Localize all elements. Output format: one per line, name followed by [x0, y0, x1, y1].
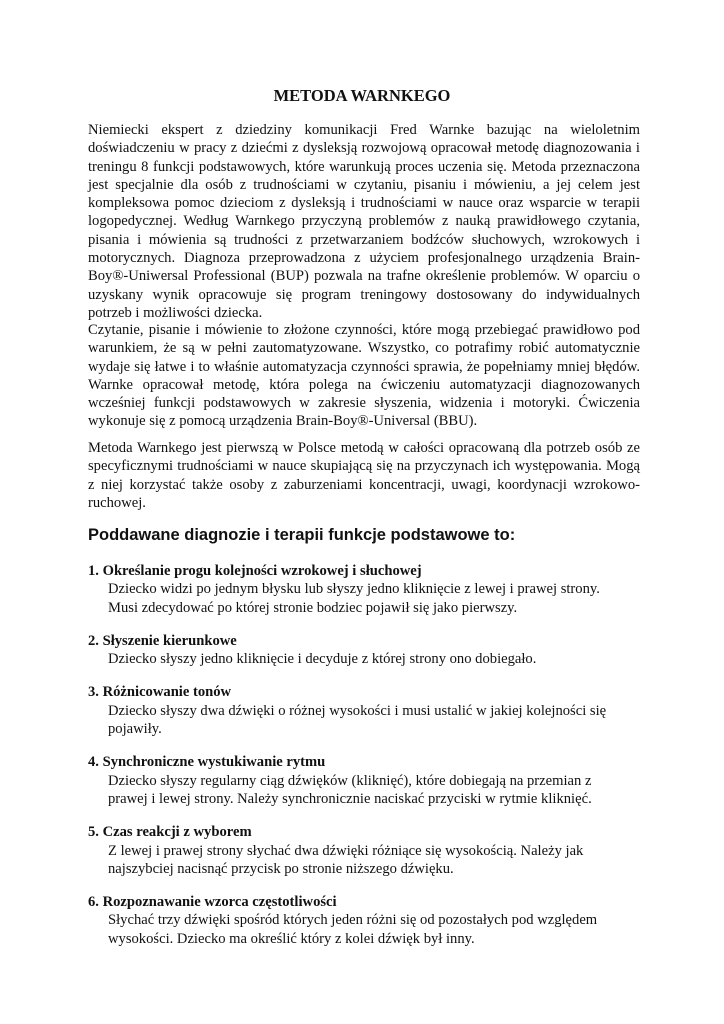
- automation-paragraph: Czytanie, pisanie i mówienie to złożone czynności, które mogą przebiegać prawidłowo pod warunkiem, że są w pełni zautomatyzowane. Wszystko, co potrafimy robić automatycznie wydaje się łatwe i to właśnie automatyzacja czynności sprawia, że popełniamy mniej błędów. Warnke opracował metodę, która polega na ćwiczeniu automatyzacji diagnozowanych wcześniej funkcji podstawowych w zakresie słyszenia, widzenia i motoryki. Ćwiczenia wykonuje się z pomocą urządzenia Brain-Boy®-Universal (BBU).: [88, 322, 640, 430]
- function-item: [88, 683, 648, 738]
- function-item: [88, 893, 648, 948]
- functions-heading: Poddawane diagnozie i terapii funkcje podstawowe to:: [88, 526, 516, 544]
- function-item: [88, 562, 648, 617]
- function-desc-line: Musi zdecydować po której stronie bodziec pojawił się jako pierwszy.: [108, 599, 518, 616]
- function-desc-line: Dziecko słyszy regularny ciąg dźwięków (kliknięć), które dobiegają na przemian z: [108, 772, 592, 789]
- function-desc-line: pojawiły.: [108, 721, 162, 738]
- function-desc-line: Dziecko widzi po jednym błysku lub słyszy jedno kliknięcie z lewej i prawej strony.: [108, 581, 600, 598]
- function-title: 3. Różnicowanie tonów: [88, 684, 232, 701]
- function-title: 4. Synchroniczne wystukiwanie rytmu: [88, 754, 326, 771]
- function-title: 5. Czas reakcji z wyborem: [88, 824, 252, 841]
- document-title: METODA WARNKEGO: [273, 86, 451, 105]
- function-item: [88, 632, 648, 669]
- function-desc-line: najszybciej nacisnąć przycisk po stronie niższego dźwięku.: [108, 860, 454, 877]
- function-desc-line: Dziecko słyszy dwa dźwięki o różnej wysokości i musi ustalić w jakiej kolejności się: [108, 702, 607, 719]
- function-desc-line: Dziecko słyszy jedno kliknięcie i decyduje z której strony ono dobiegało.: [108, 651, 537, 668]
- function-title: 6. Rozpoznawanie wzorca częstotliwości: [88, 894, 337, 911]
- function-desc-line: Z lewej i prawej strony słychać dwa dźwięki różniące się wysokością. Należy jak: [108, 842, 584, 859]
- function-item: [88, 753, 648, 808]
- function-desc-line: Słychać trzy dźwięki spośród których jeden różni się od pozostałych pod względem: [108, 912, 598, 929]
- function-desc-line: wysokości. Dziecko ma określić który z kolei dźwięk był inny.: [108, 930, 475, 947]
- function-desc-line: prawej i lewej strony. Należy synchronicznie naciskać przyciski w rytmie kliknięć.: [108, 790, 592, 807]
- intro-paragraph: Niemiecki ekspert z dziedziny komunikacji Fred Warnke bazując na wieloletnim doświadczeniu w pracy z dziećmi z dysleksją rozwojową opracował metodę diagnozowania i treningu 8 funkcji podstawowych, które warunkują proces uczenia się. Metoda przeznaczona jest specjalnie dla osób z trudnościami w czytaniu, pisaniu i mówieniu, a jej celem jest kompleksowa pomoc dzieciom z dysleksją i trudnościami w nauce oraz wsparcie w terapii logopedycznej. Według Warnkego przyczyną problemów z nauką prawidłowego czytania, pisania i mówienia są trudności z przetwarzaniem bodźców słuchowych, wzrokowych i motorycznych. Diagnoza przeprowadzona z użyciem profesjonalnego urządzenia Brain-Boy®-Uniwersal Professional (BUP) pozwala na trafne określenie problemów. W oparciu o uzyskany wynik opracowuje się program treningowy dostosowany do indywidualnych potrzeb i możliwości dziecka.: [88, 122, 640, 321]
- function-title: 2. Słyszenie kierunkowe: [88, 632, 237, 649]
- summary-paragraph: Metoda Warnkego jest pierwszą w Polsce metodą w całości opracowaną dla potrzeb osób ze specyficznymi trudnościami w nauce skupiającą się na przyczynach ich występowania. Mogą z niej korzystać także osoby z zaburzeniami koncentracji, uwagi, koordynacji wzrokowo-ruchowej.: [88, 440, 640, 511]
- function-title: 1. Określanie progu kolejności wzrokowej i słuchowej: [88, 563, 422, 579]
- functions-list: [88, 562, 648, 963]
- function-item: [88, 823, 648, 878]
